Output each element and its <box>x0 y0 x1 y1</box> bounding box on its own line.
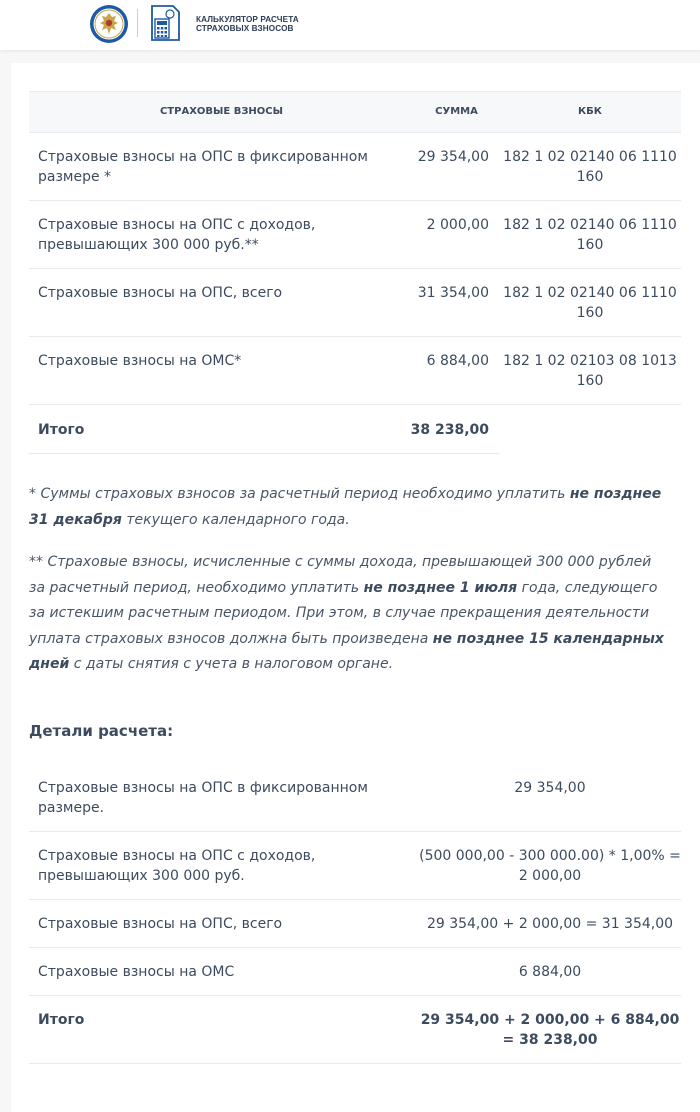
details-row <box>29 900 681 948</box>
calculator-document-icon[interactable] <box>150 4 181 42</box>
details-row <box>29 764 681 832</box>
footnote-2-deadline: не позднее 1 июля <box>363 579 518 596</box>
details-row-value: 29 354,00 + 2 000,00 = 31 354,00 <box>426 916 674 932</box>
row-name: Страховые взносы на ОПС в фиксированном размере * <box>38 149 368 185</box>
total-label: Итого <box>38 422 85 438</box>
site-header <box>0 0 700 50</box>
table-row <box>29 133 681 201</box>
row-kbk: 182 1 02 02140 06 1110 160 <box>503 149 677 185</box>
details-total-label: Итого <box>38 1012 85 1028</box>
details-row-name: Страховые взносы на ОПС в фиксированном размере. <box>38 780 368 816</box>
row-kbk: 182 1 02 02103 08 1013 160 <box>503 353 677 389</box>
table-row <box>29 201 681 269</box>
footnote-1-text: * Суммы страховых взносов за расчетный период необходимо уплатить <box>29 486 570 502</box>
footnote-1 <box>29 482 669 533</box>
details-row-value: 6 884,00 <box>518 964 582 980</box>
row-sum: 6 884,00 <box>426 353 489 369</box>
row-kbk: 182 1 02 02140 06 1110 160 <box>503 285 677 321</box>
row-name: Страховые взносы на ОПС с доходов, превышающих 300 000 руб.** <box>38 217 316 253</box>
details-total-value: 29 354,00 + 2 000,00 + 6 884,00 = 38 238,00 <box>420 1012 680 1048</box>
header-divider <box>137 9 138 37</box>
footnote-2-text-mid: года, следующего за истекшим расчетным периодом. При этом, в случае прекращения деятельности уплата страховых взносов должна быть произведена <box>29 579 658 647</box>
table-row <box>29 269 681 337</box>
details-row-name: Страховые взносы на ОМС <box>38 964 235 980</box>
footnote-1-text-end: текущего календарного года. <box>121 511 350 528</box>
row-sum: 31 354,00 <box>417 285 489 301</box>
table-total-row <box>29 406 499 454</box>
total-sum: 38 238,00 <box>410 422 489 438</box>
column-header-kbk: КБК <box>578 106 602 117</box>
details-row <box>29 948 681 996</box>
details-row <box>29 832 681 900</box>
row-name: Страховые взносы на ОПС, всего <box>38 285 283 301</box>
fns-emblem-icon[interactable] <box>89 4 129 44</box>
column-header-sum: СУММА <box>435 106 478 117</box>
details-row-name: Страховые взносы на ОПС с доходов, превышающих 300 000 руб. <box>38 848 316 884</box>
footnote-2-text-end: с даты снятия с учета в налоговом органе. <box>69 656 394 672</box>
row-kbk: 182 1 02 02140 06 1110 160 <box>503 217 677 253</box>
details-row-value: 29 354,00 <box>514 780 586 796</box>
column-header-name: СТРАХОВЫЕ ВЗНОСЫ <box>159 106 284 117</box>
row-sum: 29 354,00 <box>417 149 489 165</box>
details-total-row <box>29 996 681 1064</box>
row-name: Страховые взносы на ОМС* <box>38 353 242 369</box>
app-title-line2: СТРАХОВЫХ ВЗНОСОВ <box>196 24 294 33</box>
table-row <box>29 337 681 405</box>
footnote-2-deadline-2: не позднее 15 календарных дней <box>29 630 664 672</box>
table-header <box>29 91 681 133</box>
app-title <box>196 15 316 33</box>
footnote-2 <box>29 550 669 678</box>
details-title: Детали расчета: <box>29 722 174 740</box>
details-row-name: Страховые взносы на ОПС, всего <box>38 916 283 932</box>
footnote-2-text: ** Страховые взносы, исчисленные с суммы дохода, превышающей 300 000 рублей за расчетный период, необходимо уплатить <box>29 554 652 596</box>
row-sum: 2 000,00 <box>426 217 489 233</box>
details-row-value: (500 000,00 - 300 000.00) * 1,00% = 2 000,00 <box>419 848 681 884</box>
footnote-1-deadline: не позднее 31 декабря <box>29 486 662 528</box>
app-title-line1: КАЛЬКУЛЯТОР РАСЧЕТА <box>196 15 299 24</box>
